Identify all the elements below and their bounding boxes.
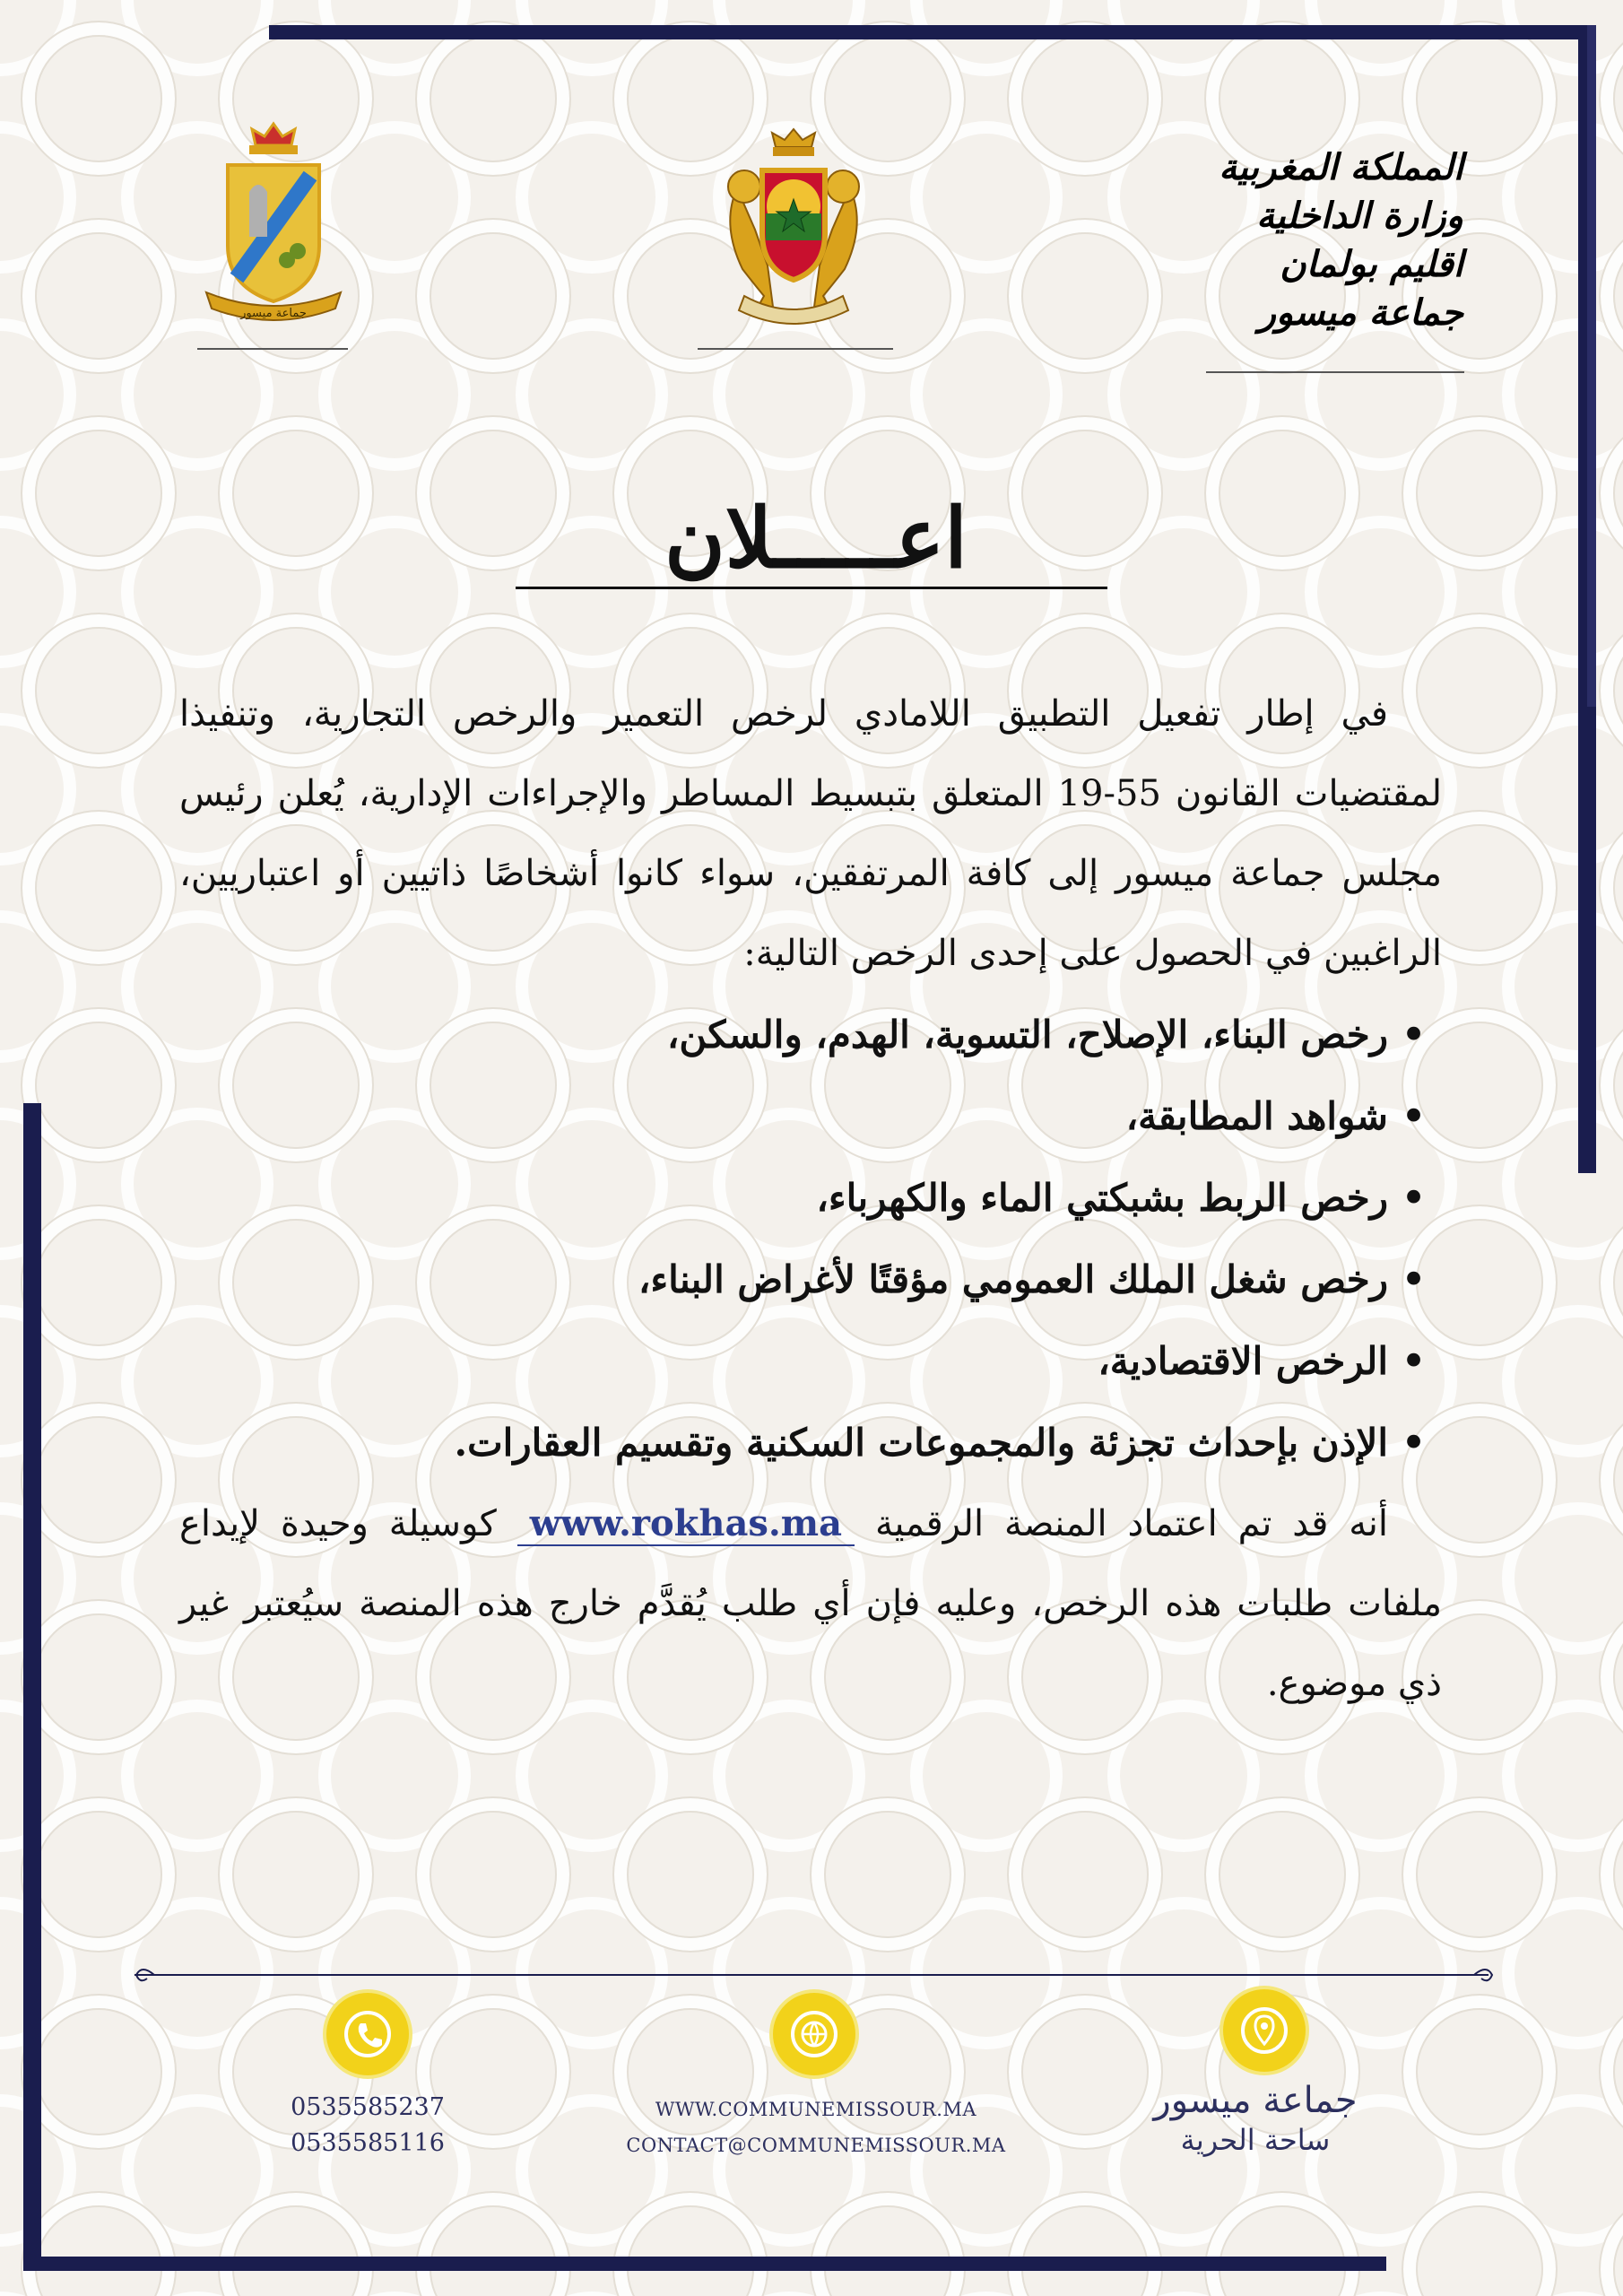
closing-paragraph xyxy=(179,1483,1442,1724)
title-underline xyxy=(516,587,1107,589)
header-line-commune: جماعة ميسور xyxy=(1258,291,1463,334)
website-link[interactable]: WWW.COMMUNEMISSOUR.MA xyxy=(655,2099,977,2120)
commune-emblem-caption: جماعة ميسور xyxy=(240,307,307,320)
intro-paragraph: في إطار تفعيل التطبيق اللامادي لرخص التعمير والرخص التجارية، وتنفيذا لمقتضيات القانون 55-19 المتعلق بتبسيط المساطر والإجراءات الإدارية، يُعلن رئيس مجلس جماعة ميسور إلى كافة المرتفقين، سواء كانوا أشخاصًا ذاتيين أو اعتباريين، الراغبين في الحصول على إحدى الرخص التالية: xyxy=(179,693,1443,974)
header-line-province: اقليم بولمان xyxy=(1280,243,1463,285)
footer-divider xyxy=(135,1974,1488,1976)
brand-address: ساحة الحرية xyxy=(1180,2123,1331,2157)
phone-numbers xyxy=(278,2090,457,2161)
header-line-ministry: وزارة الداخلية xyxy=(1256,195,1463,237)
list-item: • رخص شغل الملك العمومي مؤقتًا لأغراض البناء، xyxy=(179,1239,1442,1320)
list-item: • شواهد المطابقة، xyxy=(179,1075,1442,1157)
frame-top-accent xyxy=(1587,25,1596,707)
closing-text-start: أنه قد تم اعتماد المنصة الرقمية xyxy=(874,1503,1388,1544)
list-item: • رخص البناء، الإصلاح، التسوية، الهدم، والسكن، xyxy=(179,994,1442,1075)
frame-top-bar xyxy=(269,25,1596,39)
frame-bottom-bar xyxy=(23,2257,1386,2271)
list-item: • الرخص الاقتصادية، xyxy=(179,1320,1442,1402)
footer-ornament-left xyxy=(131,1964,158,1987)
royal-emblem-underline xyxy=(698,348,893,350)
page-title: اعـــــلان xyxy=(664,490,968,587)
commune-brand xyxy=(1103,2079,1408,2158)
header-line-kingdom: المملكة المغربية xyxy=(1219,146,1463,188)
globe-icon xyxy=(773,1993,855,2075)
phone-number-2[interactable]: 0535585116 xyxy=(291,2129,445,2157)
list-item: • رخص الربط بشبكتي الماء والكهرباء، xyxy=(179,1157,1442,1239)
commune-emblem-underline xyxy=(197,348,348,350)
announcement-body xyxy=(179,674,1442,1724)
list-item: • الإذن بإحداث تجزئة والمجموعات السكنية وتقسيم العقارات. xyxy=(179,1402,1442,1483)
header-right-underline xyxy=(1206,371,1464,373)
frame-left-bar xyxy=(23,1103,41,2269)
header-authority-block xyxy=(1159,144,1463,337)
footer-ornament-right xyxy=(1471,1964,1497,1987)
rokhas-link[interactable]: www.rokhas.ma xyxy=(517,1502,855,1546)
phone-icon xyxy=(326,1993,409,2075)
closing-text-end: كوسيلة وحيدة لإيداع ملفات طلبات هذه الرخص، وعليه فإن أي طلب يُقدَّم خارج هذه المنصة سيُعتبر غير ذي موضوع. xyxy=(179,1503,1442,1704)
location-pin-icon xyxy=(1223,1989,1306,2072)
royal-coat-of-arms-emblem xyxy=(690,117,897,336)
license-list xyxy=(179,994,1442,1483)
commune-emblem xyxy=(197,117,350,332)
phone-number-1[interactable]: 0535585237 xyxy=(291,2093,445,2121)
email-link[interactable]: CONTACT@COMMUNEMISSOUR.MA xyxy=(626,2135,1006,2156)
web-contacts xyxy=(610,2092,1022,2163)
brand-name: جماعة ميسور xyxy=(1153,2080,1358,2121)
